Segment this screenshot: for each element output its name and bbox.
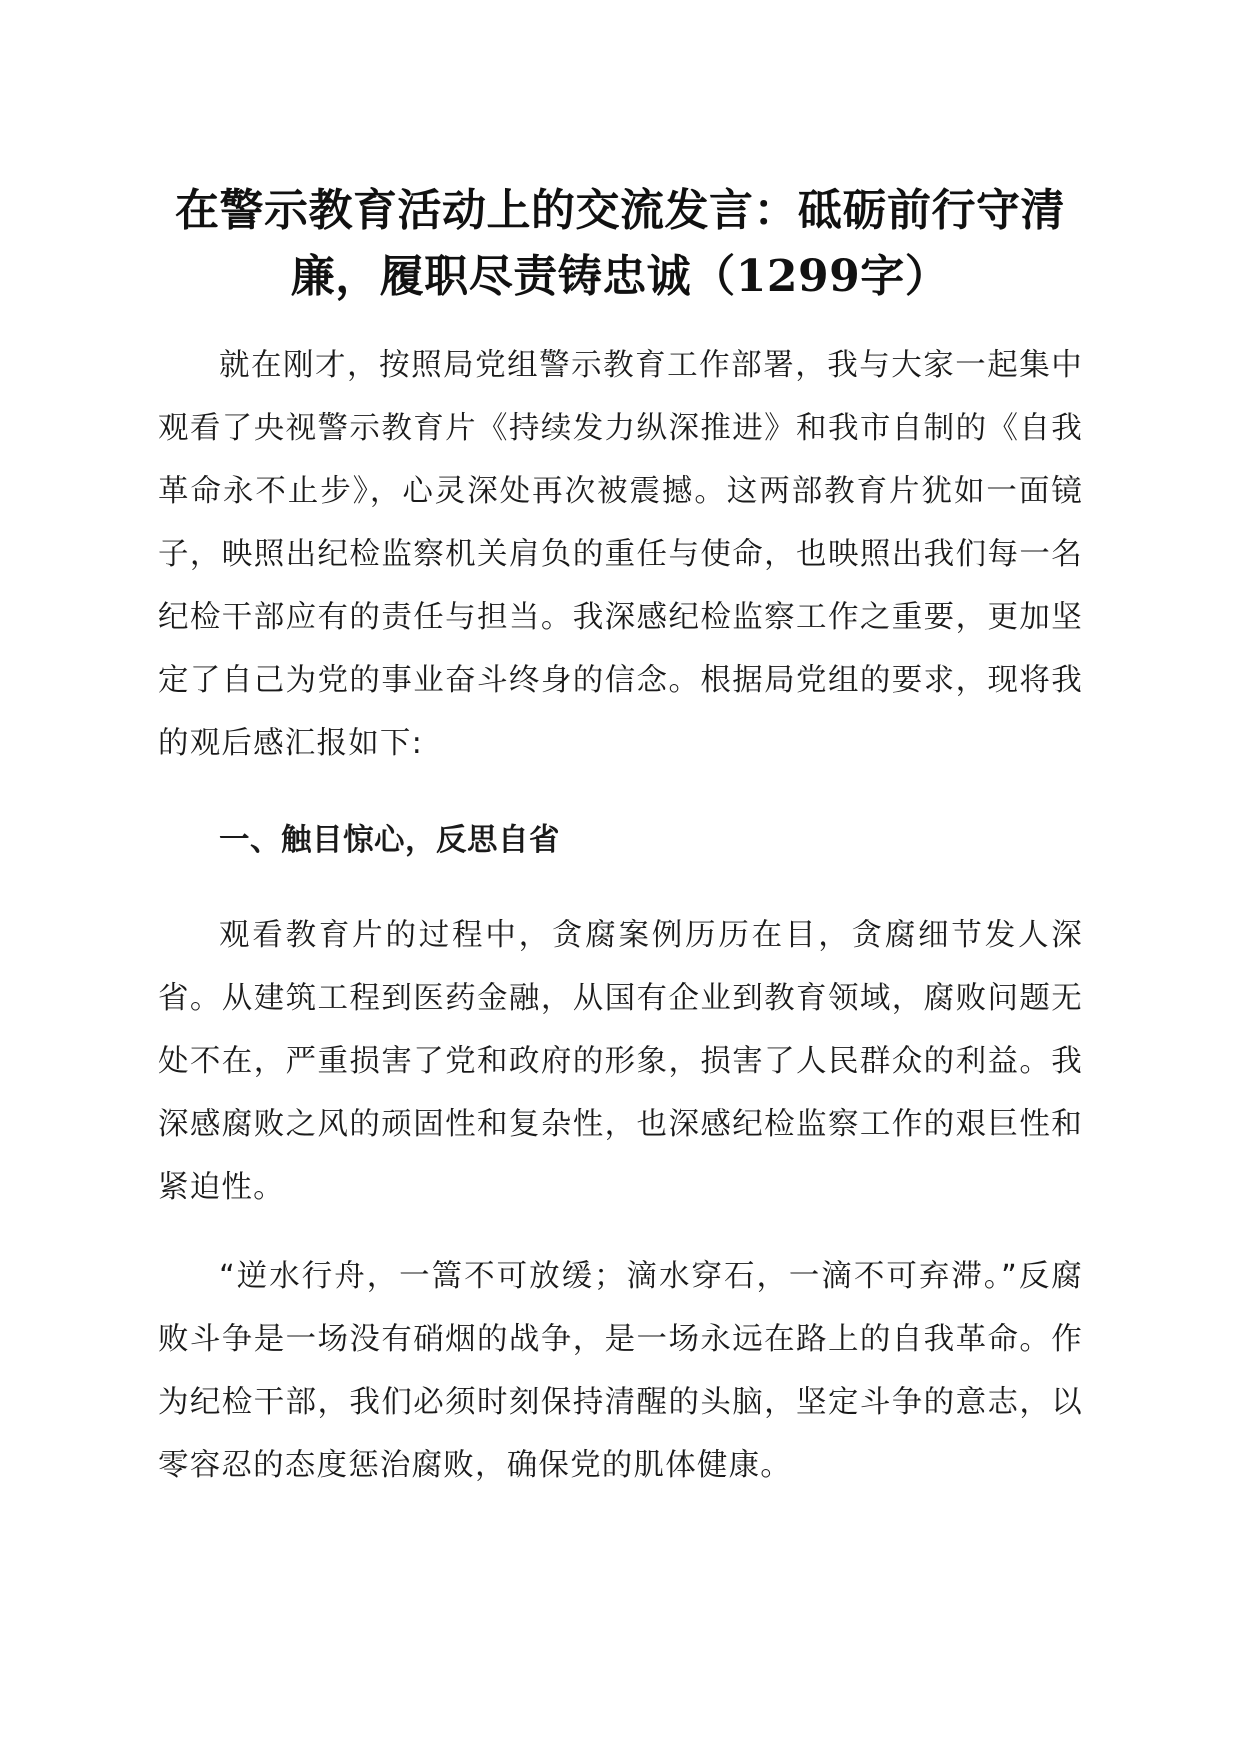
section-paragraph-1: 观看教育片的过程中，贪腐案例历历在目，贪腐细节发人深省。从建筑工程到医药金融，从国有企业到教育领域，腐败问题无处不在，严重损害了党和政府的形象，损害了人民群众的利益。我深感腐败之风的顽固性和复杂性，也深感纪检监察工作的艰巨性和紧迫性。 <box>158 918 1083 1205</box>
section-paragraph-2: “逆水行舟，一篙不可放缓；滴水穿石，一滴不可弃滞。”反腐败斗争是一场没有硝烟的战争，是一场永远在路上的自我革命。作为纪检干部，我们必须时刻保持清醒的头脑，坚定斗争的意志，以零容忍的态度惩治腐败，确保党的肌体健康。 <box>158 1259 1083 1483</box>
document-body <box>158 334 1083 1497</box>
document-title: 在警示教育活动上的交流发言：砥砺前行守清廉，履职尽责铸忠诚（1299字） <box>175 185 1065 302</box>
section-heading: 一、触目惊心，反思自省 <box>219 823 560 858</box>
intro-paragraph: 就在刚才，按照局党组警示教育工作部署，我与大家一起集中观看了央视警示教育片《持续发力纵深推进》和我市自制的《自我革命永不止步》，心灵深处再次被震撼。这两部教育片犹如一面镜子，映照出纪检监察机关肩负的重任与使命，也映照出我们每一名纪检干部应有的责任与担当。我深感纪检监察工作之重要，更加坚定了自己为党的事业奋斗终身的信念。根据局党组的要求，现将我的观后感汇报如下: <box>158 348 1083 761</box>
